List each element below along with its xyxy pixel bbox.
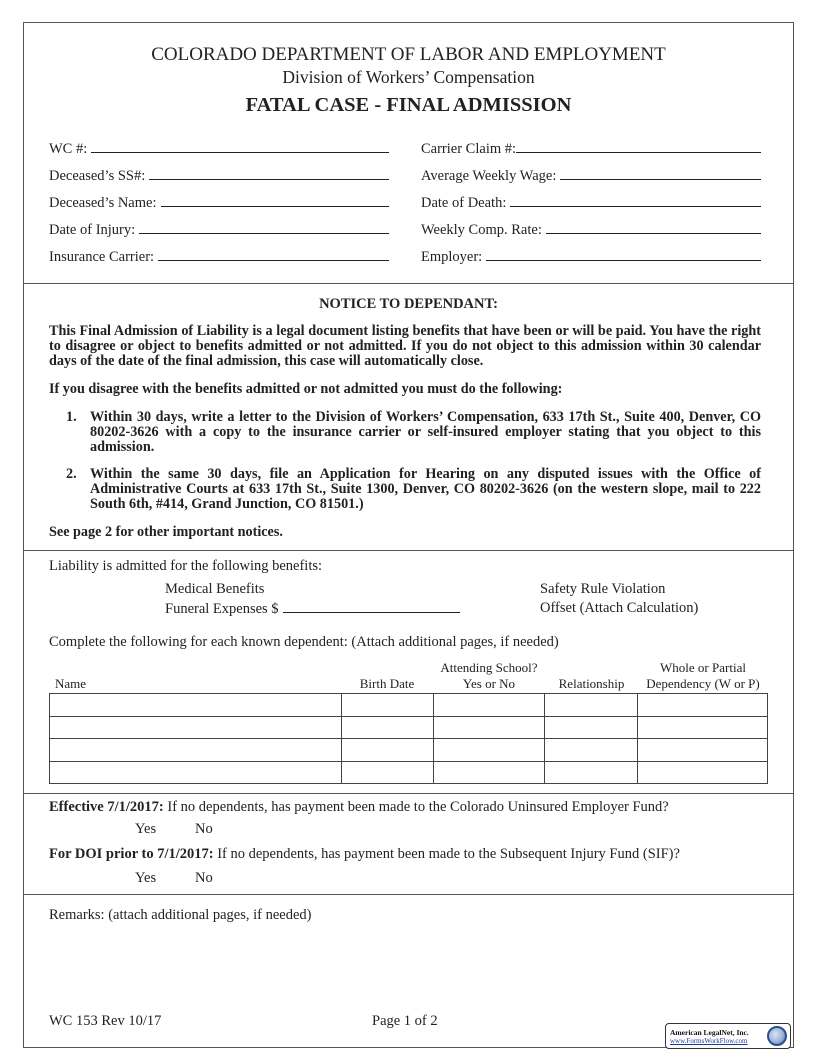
publisher-logo[interactable] (665, 1023, 791, 1049)
page-number: Page 1 of 2 (372, 1013, 438, 1029)
dependency-cell[interactable] (638, 739, 768, 762)
question-text: If no dependents, has payment been made to the Subsequent Injury Fund (SIF)? (213, 846, 680, 862)
sif-no-option[interactable]: No (195, 870, 213, 886)
col-birth-date-header: Birth Date (359, 676, 415, 691)
field-label: WC #: (49, 141, 88, 157)
item-number: 2. (66, 466, 77, 482)
question-text: If no dependents, has payment been made to the Colorado Uninsured Employer Fund? (163, 799, 669, 815)
field-label: Weekly Comp. Rate: (421, 222, 542, 238)
medical-benefits-option[interactable]: Medical Benefits (165, 581, 265, 597)
dependents-table (49, 693, 768, 784)
publisher-url[interactable]: www.FormsWorkFlow.com (670, 1037, 748, 1045)
insurance-carrier-field[interactable] (49, 249, 389, 265)
uninsured-fund-yes-option[interactable]: Yes (135, 821, 157, 837)
relationship-cell[interactable] (545, 716, 638, 739)
date-of-injury-input-line[interactable] (139, 222, 389, 234)
field-label: Employer: (421, 249, 483, 265)
attending-school-cell[interactable] (434, 716, 545, 739)
funeral-expenses-input-line[interactable] (283, 601, 460, 613)
benefits-intro: Liability is admitted for the following benefits: (49, 558, 323, 574)
form-id: WC 153 Rev 10/17 (49, 1013, 162, 1029)
field-label: Deceased’s SS#: (49, 168, 146, 184)
attending-school-cell[interactable] (434, 739, 545, 762)
deceased-name-field[interactable] (49, 195, 389, 211)
col-relationship-header: Relationship (558, 676, 625, 691)
section-divider (23, 894, 794, 895)
notice-item (66, 467, 761, 511)
table-row (50, 694, 768, 717)
field-label: Average Weekly Wage: (421, 168, 557, 184)
birth-date-cell[interactable] (341, 694, 434, 717)
question-label: For DOI prior to 7/1/2017: (49, 846, 214, 862)
carrier-claim-field[interactable] (421, 141, 761, 157)
agency-title: COLORADO DEPARTMENT OF LABOR AND EMPLOYMENT (151, 44, 666, 65)
notice-footer: See page 2 for other important notices. (49, 524, 283, 540)
date-of-injury-field[interactable] (49, 222, 389, 238)
attending-school-cell[interactable] (434, 761, 545, 784)
col-attending-school-header: Attending School? (440, 660, 538, 675)
name-cell[interactable] (50, 739, 342, 762)
dependency-cell[interactable] (638, 761, 768, 784)
uninsured-fund-question (49, 800, 669, 815)
uninsured-fund-no-option[interactable]: No (195, 821, 213, 837)
weekly-comp-rate-field[interactable] (421, 222, 761, 238)
sif-yes-option[interactable]: Yes (135, 870, 157, 886)
table-row (50, 761, 768, 784)
average-weekly-wage-field[interactable] (421, 168, 761, 184)
field-label: Deceased’s Name: (49, 195, 157, 211)
date-of-death-input-line[interactable] (510, 195, 761, 207)
funeral-expenses-field[interactable] (165, 601, 460, 617)
deceased-name-input-line[interactable] (161, 195, 390, 207)
name-cell[interactable] (50, 716, 342, 739)
relationship-cell[interactable] (545, 761, 638, 784)
average-weekly-wage-input-line[interactable] (560, 168, 761, 180)
table-row (50, 739, 768, 762)
notice-item (66, 410, 761, 454)
carrier-claim-input-line[interactable] (516, 141, 761, 153)
col-dependency-subheader: Dependency (W or P) (646, 676, 760, 691)
form-title: FATAL CASE - FINAL ADMISSION (245, 94, 572, 116)
section-divider (23, 550, 794, 551)
employer-field[interactable] (421, 249, 761, 265)
item-text: Within the same 30 days, file an Application for Hearing on any disputed issues with the Office of Administrative Courts at 633 17th St., Suite 1300, Denver, CO 80202-3626 (on the western slope, mail to 222 South 6th, #414, Grand Junction, CO 81501.) (90, 466, 761, 512)
employer-input-line[interactable] (486, 249, 761, 261)
division-title: Division of Workers’ Compensation (282, 67, 535, 87)
relationship-cell[interactable] (545, 694, 638, 717)
birth-date-cell[interactable] (341, 716, 434, 739)
publisher-name: American LegalNet, Inc. (670, 1028, 749, 1037)
name-cell[interactable] (50, 694, 342, 717)
field-label: Date of Death: (421, 195, 507, 211)
field-label: Funeral Expenses $ (165, 601, 279, 617)
section-divider (23, 793, 794, 794)
sif-question (49, 847, 680, 862)
deceased-ssn-field[interactable] (49, 168, 389, 184)
item-text: Within 30 days, write a letter to the Division of Workers’ Compensation, 633 17th St., Suite 400, Denver, CO 80202-3626 with a copy to the insurance carrier or self-insured employer stating that you object to this admission. (90, 409, 761, 455)
section-divider (23, 283, 794, 284)
name-cell[interactable] (50, 761, 342, 784)
wc-number-field[interactable] (49, 141, 389, 157)
wc-number-input-line[interactable] (91, 141, 389, 153)
seal-icon (767, 1026, 787, 1046)
col-attending-school-subheader: Yes or No (462, 676, 516, 691)
date-of-death-field[interactable] (421, 195, 761, 211)
notice-paragraph: This Final Admission of Liability is a legal document listing benefits that have been or will be paid. You have the right to disagree or object to benefits admitted or not admitted. If you do not object to this admission within 30 calendar days of the date of the final admission, this case will automatically close. (49, 323, 761, 369)
remarks-label: Remarks: (attach additional pages, if needed) (49, 907, 312, 923)
question-label: Effective 7/1/2017: (49, 799, 164, 815)
dependency-cell[interactable] (638, 716, 768, 739)
field-label: Carrier Claim #: (421, 141, 517, 157)
birth-date-cell[interactable] (341, 739, 434, 762)
notice-instructions: If you disagree with the benefits admitted or not admitted you must do the following: (49, 381, 563, 397)
col-dependency-header: Whole or Partial (660, 660, 746, 675)
table-row (50, 716, 768, 739)
relationship-cell[interactable] (545, 739, 638, 762)
insurance-carrier-input-line[interactable] (158, 249, 389, 261)
dependents-intro: Complete the following for each known dependent: (Attach additional pages, if needed) (49, 634, 559, 650)
safety-rule-violation-option[interactable]: Safety Rule Violation (540, 581, 666, 597)
field-label: Date of Injury: (49, 222, 136, 238)
field-label: Insurance Carrier: (49, 249, 155, 265)
col-name-header: Name (55, 676, 87, 691)
item-number: 1. (66, 409, 77, 425)
weekly-comp-rate-input-line[interactable] (546, 222, 761, 234)
deceased-ssn-input-line[interactable] (149, 168, 389, 180)
offset-option[interactable]: Offset (Attach Calculation) (540, 600, 699, 616)
attending-school-cell[interactable] (434, 694, 545, 717)
dependency-cell[interactable] (638, 694, 768, 717)
birth-date-cell[interactable] (341, 761, 434, 784)
notice-heading: NOTICE TO DEPENDANT: (319, 296, 498, 312)
